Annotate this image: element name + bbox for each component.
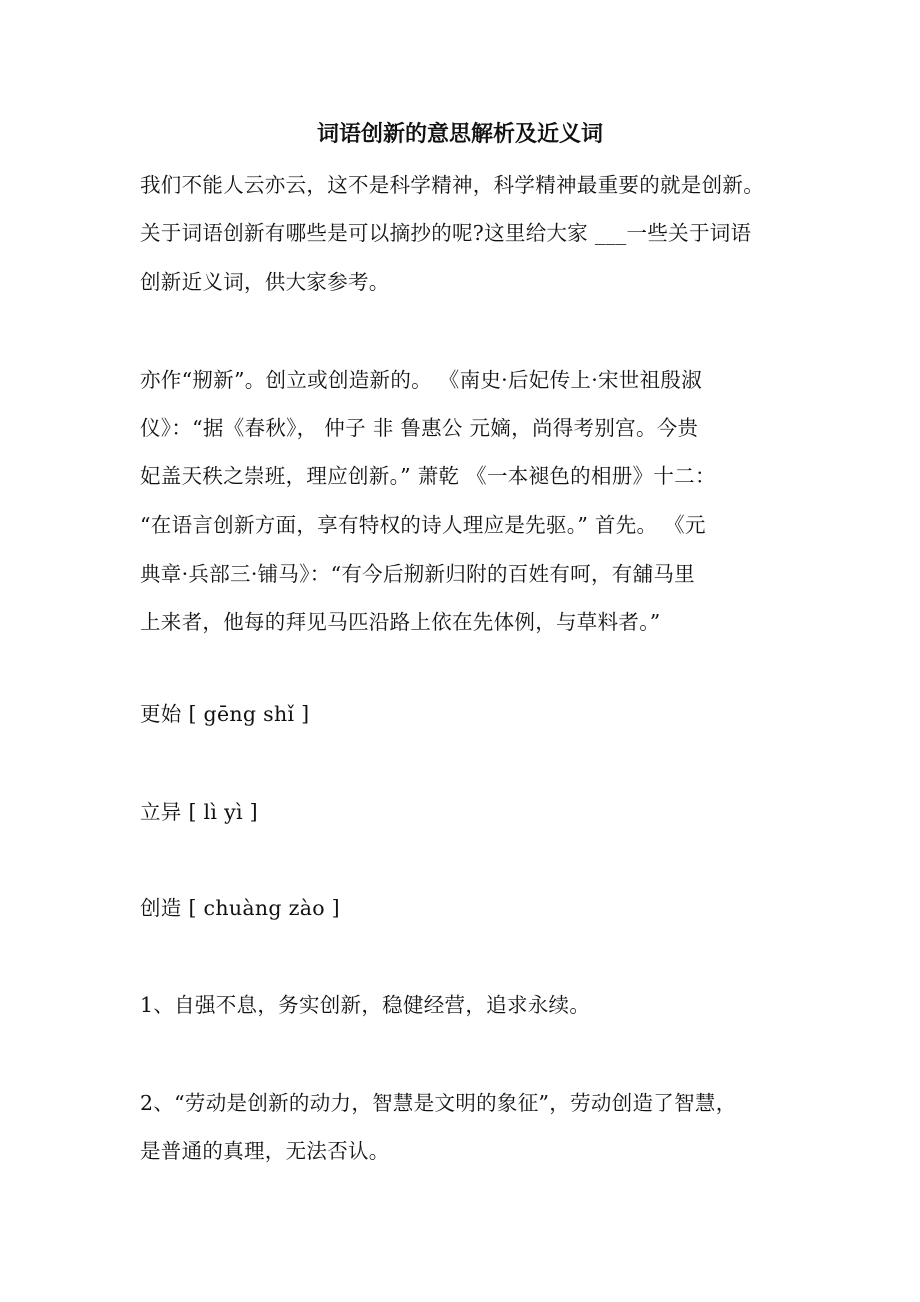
definition-line: 典章·兵部三·铺马》：“有今后剏新归附的百姓有呵，有舖马里 bbox=[140, 562, 695, 586]
definition-line: 仪》：“据《春秋》， 仲子 非 鲁惠公 元嫡，尚得考别宫。今贵 bbox=[140, 416, 699, 440]
definition-line: 妃盖天秩之崇班，理应创新。” 萧乾 《一本褪色的相册》十二： bbox=[140, 464, 716, 488]
example-sentence-continued: 是普通的真理，无法否认。 bbox=[140, 1139, 390, 1163]
document-title: 词语创新的意思解析及近义词 bbox=[316, 122, 603, 147]
definition-line: 上来者，他每的拜见马匹沿路上依在先体例，与草料者。” bbox=[140, 610, 661, 634]
intro-line: 创新近义词，供大家参考。 bbox=[140, 270, 390, 294]
synonym-pinyin: [ lì yì ] bbox=[188, 800, 258, 824]
intro-line: 我们不能人云亦云，这不是科学精神，科学精神最重要的就是创新。 bbox=[140, 173, 764, 197]
synonym-word: 创造 bbox=[140, 896, 182, 920]
definition-line: “在语言创新方面，享有特权的诗人理应是先驱。” 首先。 《元 bbox=[140, 513, 706, 537]
synonym-entry bbox=[140, 797, 258, 827]
example-sentence: 2、“劳动是创新的动力，智慧是文明的象征”，劳动创造了智慧， bbox=[140, 1091, 737, 1115]
synonym-entry bbox=[140, 699, 309, 729]
synonym-pinyin: [ gēng shǐ ] bbox=[188, 702, 310, 726]
synonym-word: 立异 bbox=[140, 800, 182, 824]
synonym-entry bbox=[140, 893, 340, 923]
synonym-word: 更始 bbox=[140, 702, 182, 726]
synonym-pinyin: [ chuàng zào ] bbox=[188, 896, 340, 920]
definition-line: 亦作“剏新”。创立或创造新的。 《南史·后妃传上·宋世祖殷淑 bbox=[140, 368, 703, 392]
intro-line: 关于词语创新有哪些是可以摘抄的呢?这里给大家 ___一些关于词语 bbox=[140, 221, 752, 245]
example-sentence: 1、自强不息，务实创新，稳健经营，追求永续。 bbox=[140, 993, 591, 1017]
